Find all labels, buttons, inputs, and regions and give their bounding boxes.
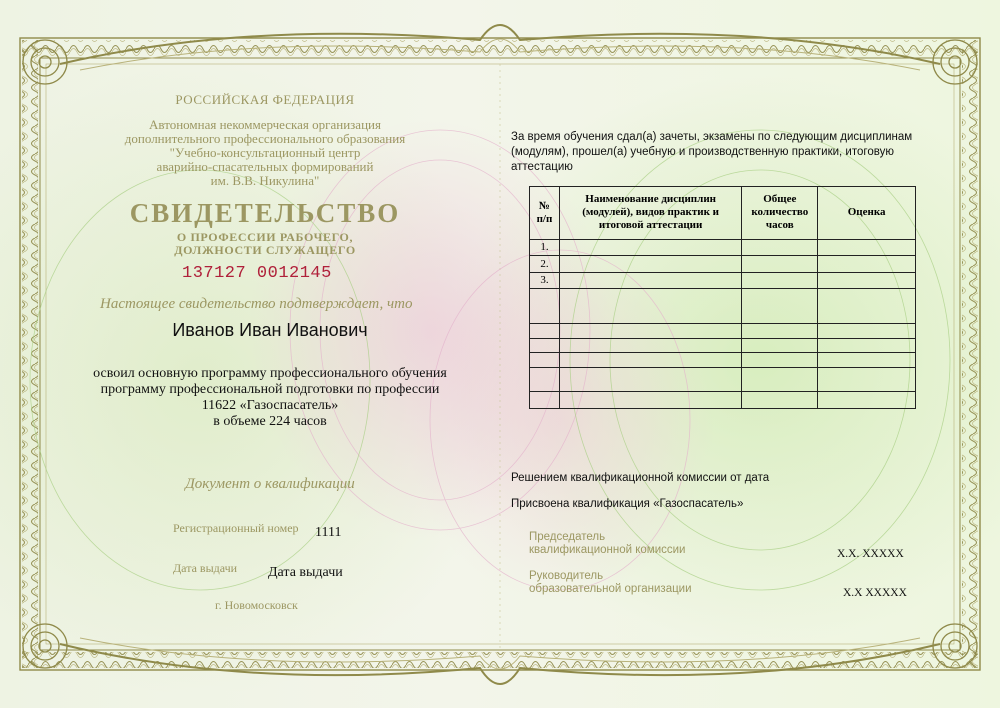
- org-line: им. В.В. Никулина": [210, 173, 320, 188]
- program-line: программу профессиональной подготовки по профессии: [100, 382, 440, 397]
- org-line: Автономная некоммерческая организация: [149, 117, 381, 132]
- registration-label: Регистрационный номер: [173, 521, 299, 535]
- head-name: Х.Х ХХХХХ: [843, 587, 907, 599]
- table-row: [530, 367, 916, 392]
- country-name: РОССИЙСКАЯ ФЕДЕРАЦИЯ: [175, 92, 355, 107]
- intro-line: аттестацию: [511, 161, 573, 173]
- qualification-assigned: Присвоена квалификация «Газоспасатель»: [511, 498, 744, 510]
- serial-prefix: 137127: [182, 264, 247, 283]
- org-line: "Учебно-консультационный центр: [169, 145, 361, 160]
- program-description: [70, 366, 470, 430]
- program-line: освоил основную программу профессионального обучения: [93, 366, 447, 381]
- table-row: [530, 289, 916, 324]
- table-row: [530, 324, 916, 338]
- intro-line: (модулям), прошел(а) учебную и производственную практики, итоговую: [511, 146, 894, 158]
- intro-line: За время обучения сдал(а) зачеты, экзамены по следующим дисциплинам: [511, 131, 913, 143]
- col-header-number: № п/п: [530, 187, 560, 240]
- col-header-hours: Общее количество часов: [742, 187, 818, 240]
- chair-name: Х.Х. ХХХХХ: [837, 548, 904, 560]
- issue-date-value: Дата выдачи: [268, 565, 343, 580]
- program-line: 11622 «Газоспасатель»: [201, 398, 339, 413]
- confirmation-text: Настоящее свидетельство подтверждает, что: [100, 296, 413, 312]
- table-row: 2.: [530, 256, 916, 273]
- serial-number: [182, 264, 332, 283]
- subtitle-line-1: О ПРОФЕССИИ РАБОЧЕГО,: [176, 230, 354, 244]
- document-subtitle: [100, 231, 430, 257]
- col-header-grade: Оценка: [818, 187, 916, 240]
- table-row: [530, 338, 916, 352]
- head-label: Руководитель образовательной организации: [529, 570, 692, 595]
- table-row: [530, 353, 916, 367]
- subtitle-line-2: ДОЛЖНОСТИ СЛУЖАЩЕГО: [174, 243, 356, 257]
- organization-block: [80, 118, 450, 188]
- table-header-row: [530, 187, 916, 240]
- org-line: дополнительного профессионального образования: [124, 131, 406, 146]
- program-line: в объеме 224 часов: [213, 414, 327, 429]
- chair-label: Председатель квалификационной комиссии: [529, 531, 686, 556]
- issue-date-label: Дата выдачи: [173, 561, 238, 575]
- document-type: Документ о квалификации: [185, 476, 355, 492]
- table-row: 3.: [530, 272, 916, 289]
- document-title: СВИДЕТЕЛЬСТВО: [129, 198, 401, 228]
- serial-digits: 0012145: [256, 264, 332, 283]
- commission-decision: Решением квалификационной комиссии от дата: [511, 472, 770, 484]
- table-row: 1.: [530, 239, 916, 256]
- disciplines-intro: [511, 130, 931, 175]
- issue-city: г. Новомосковск: [215, 598, 298, 612]
- table-row: [530, 392, 916, 409]
- org-line: аварийно-спасательных формирований: [156, 159, 374, 174]
- col-header-discipline: Наименование дисциплин (модулей), видов практик и итоговой аттестации: [559, 187, 741, 240]
- registration-number: 1111: [315, 525, 342, 540]
- holder-name: Иванов Иван Иванович: [172, 320, 368, 340]
- disciplines-table: [529, 186, 916, 409]
